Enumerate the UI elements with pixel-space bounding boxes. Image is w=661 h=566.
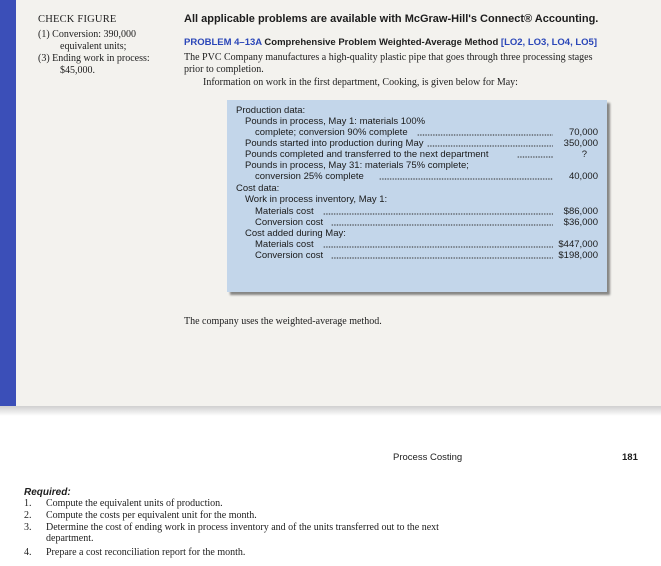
check-figure-line: equivalent units; xyxy=(60,41,127,52)
data-label: Conversion cost xyxy=(255,250,324,261)
data-value: 40,000 xyxy=(568,171,598,182)
required-item xyxy=(24,547,624,558)
required-item-number: 3. xyxy=(24,522,32,533)
required-item xyxy=(24,510,624,521)
data-row xyxy=(227,149,607,160)
running-head: Process Costing xyxy=(393,452,463,463)
data-row xyxy=(227,228,607,239)
data-value: $86,000 xyxy=(563,206,598,217)
data-label: Pounds in process, May 31: materials 75% complete; xyxy=(245,160,469,171)
data-label: Pounds in process, May 1: materials 100% xyxy=(245,116,426,127)
data-row xyxy=(227,116,607,127)
intro-text: prior to completion. xyxy=(184,64,264,75)
leader-dots xyxy=(323,213,553,215)
data-label: Materials cost xyxy=(255,206,314,217)
data-label: Materials cost xyxy=(255,239,314,250)
data-row xyxy=(227,183,607,194)
data-label: Pounds started into production during May xyxy=(245,138,424,149)
leader-dots xyxy=(331,224,553,226)
data-row xyxy=(227,160,607,171)
data-value: $198,000 xyxy=(558,250,598,261)
data-row xyxy=(227,250,607,261)
required-item-text: Compute the equivalent units of production. xyxy=(46,498,223,509)
data-row xyxy=(227,138,607,149)
check-figure-line: $45,000. xyxy=(60,65,95,76)
required-item xyxy=(24,522,624,545)
connect-availability-note: All applicable problems are available with McGraw-Hill's Connect® Accounting. xyxy=(184,13,599,25)
data-value: 70,000 xyxy=(568,127,598,138)
intro-text: Information on work in the first department, Cooking, is given below for May: xyxy=(203,77,518,88)
check-figure-line: (3) Ending work in process: xyxy=(38,53,150,64)
data-row xyxy=(227,194,607,205)
required-item-number: 4. xyxy=(24,547,32,558)
leader-dots xyxy=(427,145,553,147)
data-row xyxy=(227,239,607,250)
data-row xyxy=(227,127,607,138)
data-value: $447,000 xyxy=(558,239,598,250)
data-row xyxy=(227,206,607,217)
problem-heading xyxy=(184,37,597,48)
leader-dots xyxy=(323,246,553,248)
data-value: ? xyxy=(581,149,587,160)
check-figure-line: (1) Conversion: 390,000 xyxy=(38,29,137,40)
data-label: conversion 25% complete xyxy=(255,171,364,182)
page-separator xyxy=(0,406,661,416)
data-row xyxy=(227,105,607,116)
data-label: Work in process inventory, May 1: xyxy=(245,194,388,205)
required-item-text: Determine the cost of ending work in process inventory and of the units transferred out to the next xyxy=(46,522,439,533)
required-item-number: 2. xyxy=(24,510,32,521)
data-row xyxy=(227,217,607,228)
required-item-number: 1. xyxy=(24,498,32,509)
page-edge-strip xyxy=(0,0,16,406)
problem-title: Comprehensive Problem Weighted-Average Method xyxy=(264,37,499,48)
data-label: Production data: xyxy=(236,105,306,116)
problem-number: PROBLEM 4–13A xyxy=(184,37,262,48)
intro-text: The PVC Company manufactures a high-quality plastic pipe that goes through three processing stages xyxy=(184,52,593,63)
page-number: 181 xyxy=(622,452,638,463)
required-item-text: Compute the costs per equivalent unit for the month. xyxy=(46,510,257,521)
check-figure-heading: CHECK FIGURE xyxy=(38,14,117,25)
learning-objectives: [LO2, LO3, LO4, LO5] xyxy=(500,37,597,48)
required-heading: Required: xyxy=(24,487,71,498)
data-label: Cost added during May: xyxy=(245,228,346,239)
leader-dots xyxy=(379,178,553,180)
data-label: Pounds completed and transferred to the next department xyxy=(245,149,489,160)
leader-dots xyxy=(331,257,553,259)
data-value: 350,000 xyxy=(563,138,598,149)
production-cost-data-box xyxy=(227,100,607,292)
method-note: The company uses the weighted-average method. xyxy=(184,316,382,327)
required-item-text: Prepare a cost reconciliation report for the month. xyxy=(46,547,246,558)
data-label: Cost data: xyxy=(236,183,280,194)
data-row xyxy=(227,171,607,182)
leader-dots xyxy=(417,134,553,136)
data-value: $36,000 xyxy=(563,217,598,228)
leader-dots xyxy=(517,156,553,158)
data-label: Conversion cost xyxy=(255,217,324,228)
data-label: complete; conversion 90% complete xyxy=(255,127,408,138)
required-item-text: department. xyxy=(46,533,94,544)
required-item xyxy=(24,498,624,509)
